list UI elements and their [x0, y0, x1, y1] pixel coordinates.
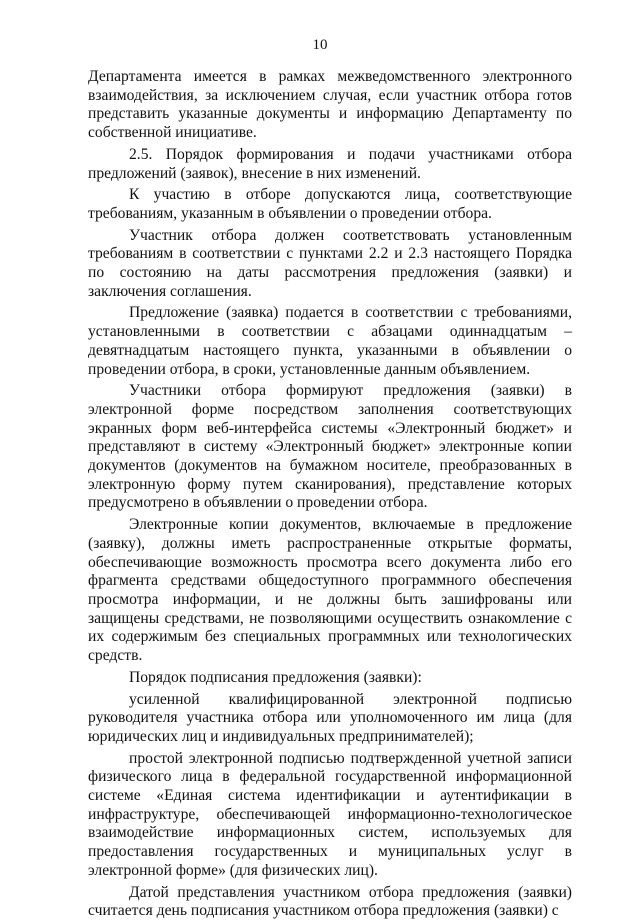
paragraph-admission: К участию в отборе допускаются лица, соответствующие требованиям, указанным в объявлении о проведении отбора.: [88, 186, 572, 222]
paragraph-department-continuation: Департамента имеется в рамках межведомственного электронного взаимодействия, за исключением случая, если участник отбора готов представить указанные документы и информацию Департаменту по собственной инициативе.: [88, 68, 572, 142]
paragraph-submission-rules: Предложение (заявка) подается в соответствии с требованиями, установленными в соответствии с абзацами одиннадцатым – девятнадцатым настоящего пункта, указанными в объявлении о проведении отбора, в сроки, установленные данным объявлением.: [88, 304, 572, 378]
paragraph-electronic-copies: Электронные копии документов, включаемые в предложение (заявку), должны иметь распространенные открытые форматы, обеспечивающие возможность просмотра всего документа либо его фрагмента средствами общедоступного программного обеспечения просмотра информации, и не должны быть зашифрованы или защищены средствами, не позволяющими осуществить ознакомление с их содержимым без специальных программных или технологических средств.: [88, 516, 572, 665]
paragraph-participant-requirements: Участник отбора должен соответствовать установленным требованиям в соответствии с пунктами 2.2 и 2.3 настоящего Порядка по состоянию на даты рассмотрения предложения (заявки) и заключения соглашения.: [88, 226, 572, 300]
paragraph-electronic-form: Участники отбора формируют предложения (заявки) в электронной форме посредством заполнения соответствующих экранных форм веб-интерфейса системы «Электронный бюджет» и представляют в систему «Электронный бюджет» электронные копии документов (документов на бумажном носителе, преобразованных в электронную форму путем сканирования), представление которых предусмотрено в объявлении о проведении отбора.: [88, 382, 572, 512]
page-number: 10: [312, 37, 328, 53]
paragraph-signing-procedure: Порядок подписания предложения (заявки):: [129, 668, 422, 686]
document-body: [88, 68, 572, 921]
paragraph-submission-date: Датой представления участником отбора предложения (заявки) считается день подписания участником отбора предложения (заявки) с: [88, 883, 572, 920]
list-item-simple-signature: простой электронной подписью подтвержденной учетной записи физического лица в федеральной государственной информационной системе «Единая система идентификации и аутентификации в инфраструктуре, обеспечивающей информационно-технологическое взаимодействие информационных систем, используемых для предоставления государственных и муниципальных услуг в электронной форме» (для физических лиц).: [88, 749, 572, 879]
list-item-qualified-signature: усиленной квалифицированной электронной подписью руководителя участника отбора или уполномоченного им лица (для юридических лиц и индивидуальных предпринимателей);: [88, 690, 572, 745]
section-heading-2-5: 2.5. Порядок формирования и подачи участниками отбора предложений (заявок), внесение в них изменений.: [88, 145, 572, 182]
